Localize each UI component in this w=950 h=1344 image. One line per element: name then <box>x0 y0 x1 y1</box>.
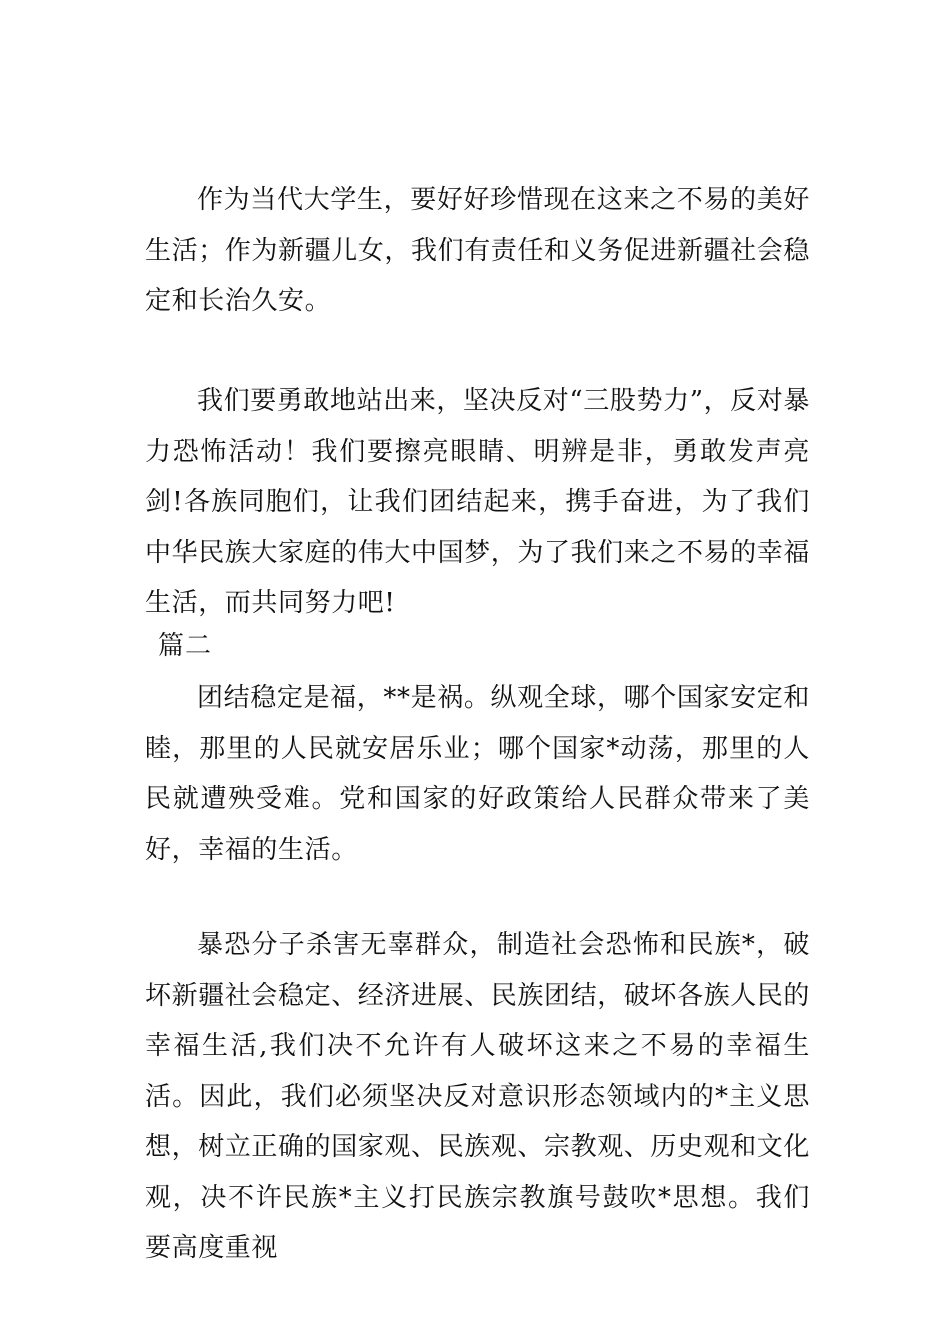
paragraph-4: 暴恐分子杀害无辜群众，制造社会恐怖和民族*，破坏新疆社会稳定、经济进展、民族团结，破坏各族人民的幸福生活,我们决不允许有人破坏这来之不易的幸福生活。因此，我们必须坚决反对意识形态领域内的*主义思想，树立正确的国家观、民族观、宗教观、历史观和文化观，决不许民族*主义打民族宗教旗号鼓吹*思想。我们要高度重视 <box>145 930 811 1263</box>
section-heading: 篇二 <box>158 631 213 661</box>
paragraph-3: 团结稳定是福，**是祸。纵观全球，哪个国家安定和睦，那里的人民就安居乐业；哪个国家*动荡，那里的人民就遭殃受难。党和国家的好政策给人民群众带来了美好，幸福的生活。 <box>145 683 810 865</box>
paragraph-1: 作为当代大学生，要好好珍惜现在这来之不易的美好生活；作为新疆儿女，我们有责任和义务促进新疆社会稳定和长治久安。 <box>145 185 811 316</box>
paragraph-2: 我们要勇敢地站出来，坚决反对“三股势力”，反对暴力恐怖活动！我们要擦亮眼睛、明辨是非，勇敢发声亮剑!各族同胞们，让我们团结起来，携手奋进，为了我们中华民族大家庭的伟大中国梦，为了我们来之不易的幸福生活，而共同努力吧! <box>145 386 811 618</box>
